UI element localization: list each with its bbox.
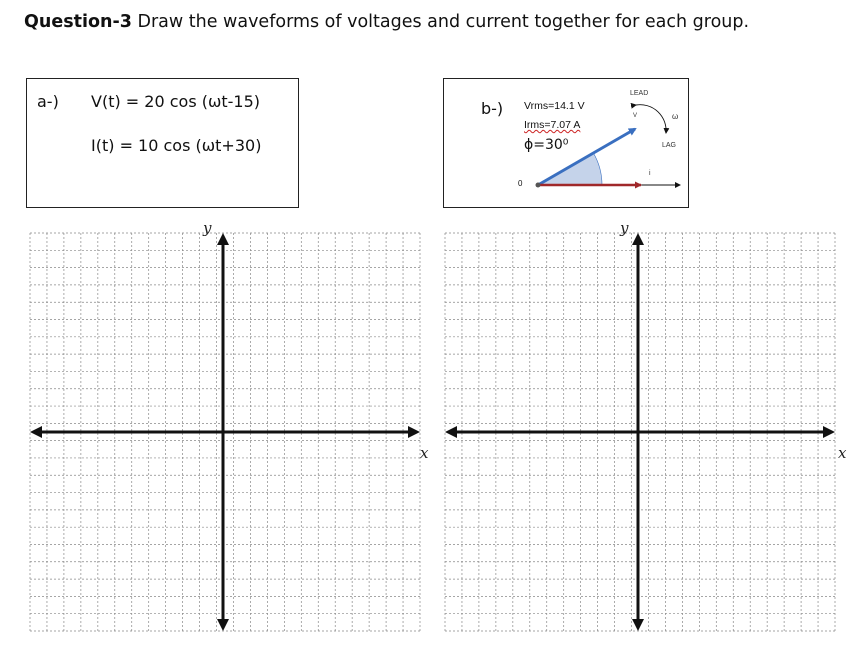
omega-label: ω bbox=[672, 112, 679, 121]
y-axis-bottom-arrow bbox=[217, 619, 229, 631]
irms-value: Irms=7.07 A bbox=[524, 119, 581, 131]
phasor-i-label: i bbox=[649, 170, 651, 177]
x-axis-left-arrow bbox=[30, 426, 42, 438]
y-axis-top-arrow bbox=[632, 233, 644, 245]
phasor-v-label: V bbox=[633, 113, 638, 119]
left-y-axis-label: y bbox=[203, 219, 212, 237]
vrms-value: Vrms=14.1 V bbox=[524, 100, 585, 112]
lag-label: LAG bbox=[662, 142, 677, 149]
question-text: Draw the waveforms of voltages and current together for each group. bbox=[137, 12, 750, 32]
left-x-axis-label: x bbox=[420, 444, 429, 462]
phase-value: ϕ=30⁰ bbox=[524, 137, 569, 153]
phasor-diagram bbox=[444, 79, 688, 207]
x-axis-right-arrow bbox=[823, 426, 835, 438]
right-x-axis-label: x bbox=[838, 444, 847, 462]
origin-label: 0 bbox=[518, 179, 523, 188]
current-equation: I(t) = 10 cos (ωt+30) bbox=[91, 136, 262, 155]
voltage-equation: V(t) = 20 cos (ωt-15) bbox=[91, 92, 261, 111]
part-a-label: a-) bbox=[37, 92, 59, 111]
y-axis-top-arrow bbox=[217, 233, 229, 245]
lead-label: LEAD bbox=[630, 90, 649, 97]
origin-point bbox=[536, 183, 541, 188]
rotation-arc-icon bbox=[636, 105, 666, 133]
question-title bbox=[24, 12, 749, 32]
question-number: Question-3 bbox=[24, 12, 132, 32]
part-b-label: b-) bbox=[481, 99, 504, 118]
right-y-axis-label: y bbox=[620, 219, 629, 237]
x-axis-right-arrow bbox=[408, 426, 420, 438]
part-b-box bbox=[443, 78, 689, 208]
graph-left bbox=[30, 233, 428, 635]
graph-right bbox=[445, 233, 843, 635]
y-axis-bottom-arrow bbox=[632, 619, 644, 631]
x-axis-left-arrow bbox=[445, 426, 457, 438]
part-a-box bbox=[26, 78, 299, 208]
